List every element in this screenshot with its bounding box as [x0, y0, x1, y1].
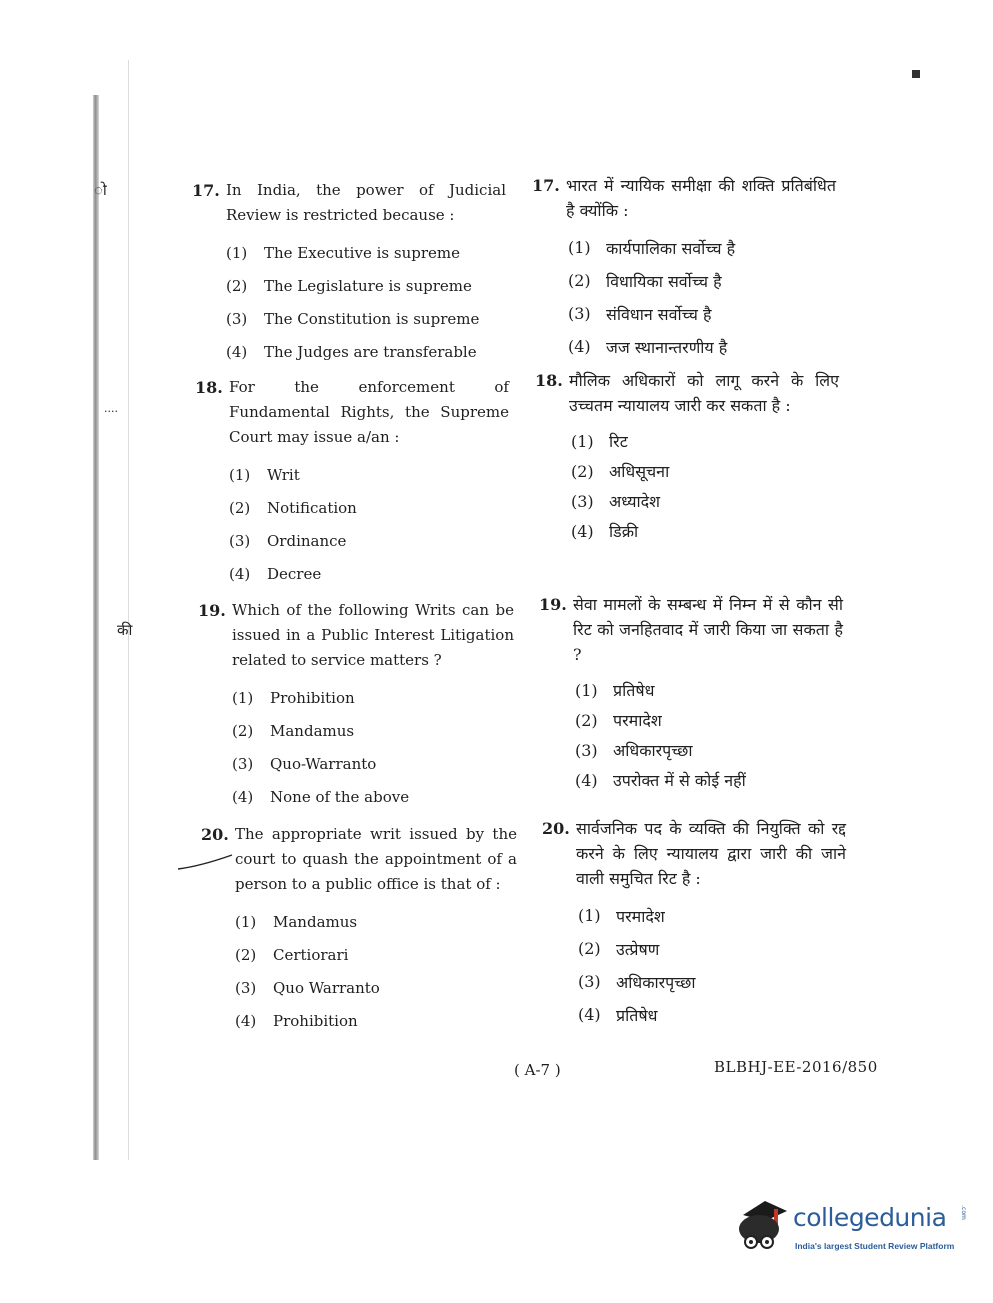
option-4: (4) प्रतिषेध — [578, 1005, 658, 1025]
option-4: (4) जज स्थानान्तरणीय है — [568, 337, 728, 357]
mascot-icon — [735, 1195, 795, 1257]
option-3: (3) Quo-Warranto — [232, 754, 377, 773]
question-number: 20. — [542, 819, 570, 838]
question-text: मौलिक अधिकारों को लागू करने के लिए उच्चतम न्यायालय जारी कर सकता है : — [569, 371, 839, 415]
option-2: (2) Notification — [229, 498, 357, 517]
question-text: In India, the power of Judicial Review is restricted because : — [226, 181, 506, 224]
option-2: (2) Mandamus — [232, 721, 355, 740]
question-20-english — [201, 822, 531, 1037]
question-17-english — [192, 178, 522, 368]
option-3: (3) संविधान सर्वोच्च है — [568, 304, 712, 324]
option-3: (3) The Constitution is supreme — [226, 309, 480, 328]
brand-suffix: .com — [959, 1205, 967, 1220]
question-text: भारत में न्यायिक समीक्षा की शक्ति प्रतिबंधित है क्योंकि : — [566, 176, 836, 220]
question-number: 18. — [195, 378, 223, 397]
question-number: 19. — [539, 595, 567, 614]
option-3: (3) Ordinance — [229, 531, 347, 550]
question-text: सेवा मामलों के सम्बन्ध में निम्न में से कौन सी रिट को जनहितवाद में जारी किया जा सकता है ? — [573, 595, 843, 664]
option-4: (4) Prohibition — [235, 1011, 358, 1030]
question-19-english — [198, 598, 528, 813]
option-1: (1) The Executive is supreme — [226, 243, 460, 262]
collegedunia-logo — [735, 1195, 967, 1265]
option-1: (1) रिट — [571, 431, 628, 451]
option-1: (1) प्रतिषेध — [575, 680, 655, 700]
margin-fragment-3: की — [117, 621, 133, 639]
option-3: (3) Quo Warranto — [235, 978, 380, 997]
option-1: (1) Writ — [229, 465, 300, 484]
option-4: (4) The Judges are transferable — [226, 342, 477, 361]
option-2: (2) विधायिका सर्वोच्च है — [568, 271, 722, 291]
brand-tagline: India's largest Student Review Platform — [795, 1241, 955, 1251]
option-2: (2) परमादेश — [575, 710, 662, 730]
question-text: सार्वजनिक पद के व्यक्ति की नियुक्ति को रद्द करने के लिए न्यायालय द्वारा जारी की जाने वाली समुचित रिट है : — [576, 819, 846, 888]
option-1: (1) कार्यपालिका सर्वोच्च है — [568, 238, 736, 258]
option-3: (3) अध्यादेश — [571, 491, 661, 511]
option-3: (3) अधिकारपृच्छा — [578, 972, 696, 992]
option-1: (1) Mandamus — [235, 912, 358, 931]
option-4: (4) डिक्री — [571, 521, 639, 541]
question-text: Which of the following Writs can be issued in a Public Interest Litigation related to service matters ? — [232, 601, 514, 669]
question-18-hindi — [535, 368, 840, 546]
pen-mark — [176, 852, 236, 874]
option-2: (2) Certiorari — [235, 945, 349, 964]
corner-mark — [912, 70, 920, 78]
question-number: 20. — [201, 825, 229, 844]
option-4: (4) Decree — [229, 564, 322, 583]
option-4: (4) None of the above — [232, 787, 410, 806]
question-text: The appropriate writ issued by the court to quash the appointment of a person to a public office is that of : — [235, 825, 517, 893]
question-number: 19. — [198, 601, 226, 620]
option-4: (4) उपरोक्त में से कोई नहीं — [575, 770, 746, 790]
option-2: (2) अधिसूचना — [571, 461, 670, 481]
question-19-hindi — [539, 592, 844, 795]
brand-name: collegedunia — [793, 1203, 947, 1232]
question-20-hindi — [542, 816, 847, 1031]
binding-edge — [93, 95, 99, 1160]
question-number: 17. — [532, 176, 560, 195]
option-2: (2) The Legislature is supreme — [226, 276, 472, 295]
question-text: For the enforcement of Fundamental Rights, the Supreme Court may issue a/an : — [229, 378, 509, 446]
option-1: (1) परमादेश — [578, 906, 665, 926]
option-2: (2) उत्प्रेषण — [578, 939, 660, 959]
margin-rule — [128, 60, 129, 1160]
question-number: 17. — [192, 181, 220, 200]
margin-fragment-1: ो — [94, 181, 107, 199]
option-1: (1) Prohibition — [232, 688, 355, 707]
margin-fragment-2: .... — [104, 402, 118, 415]
page-number: ( A-7 ) — [514, 1061, 561, 1079]
question-18-english — [195, 375, 525, 590]
paper-code: BLBHJ-EE-2016/850 — [714, 1058, 878, 1076]
question-number: 18. — [535, 371, 563, 390]
question-17-hindi — [532, 173, 837, 363]
option-3: (3) अधिकारपृच्छा — [575, 740, 693, 760]
